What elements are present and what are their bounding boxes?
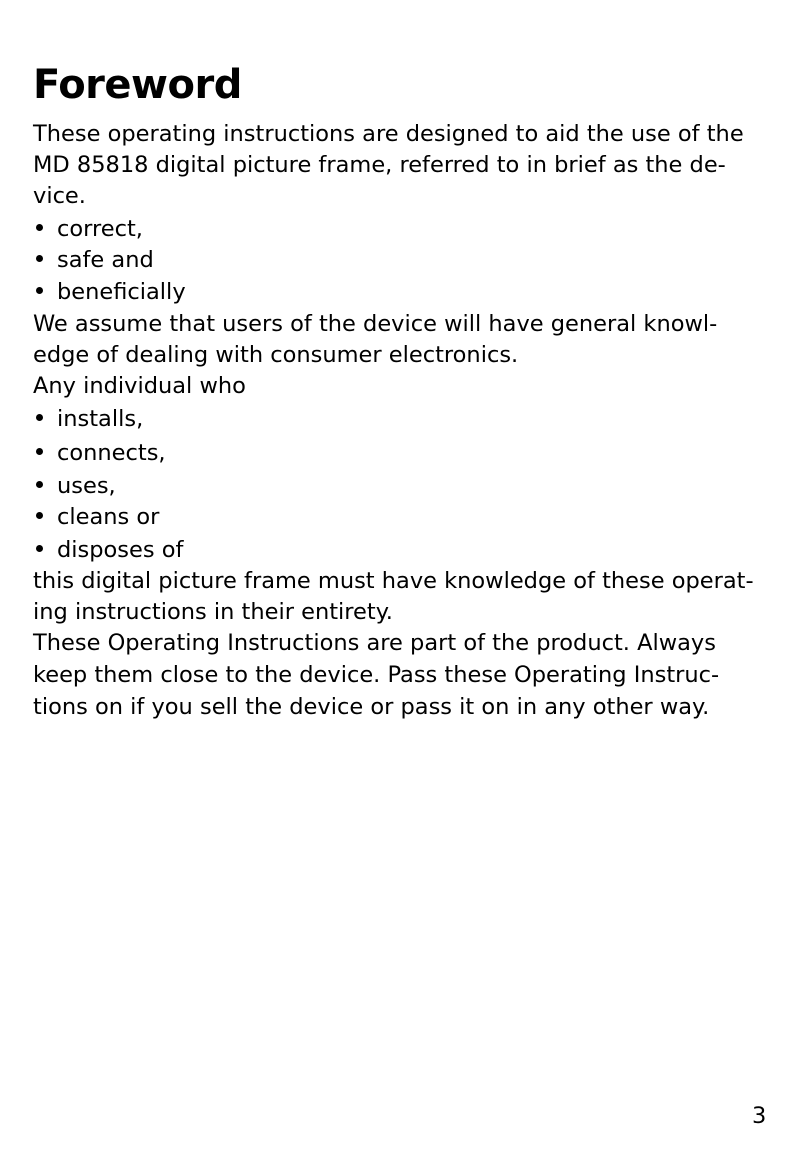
- text-line: Any individual who: [33, 373, 246, 399]
- bullet-item: [33, 214, 143, 244]
- bullet-icon: [36, 481, 43, 488]
- bullet-item: [33, 404, 143, 434]
- bullet-item: [33, 245, 154, 275]
- bullet-icon: [36, 287, 43, 294]
- bullet-icon: [36, 224, 43, 231]
- bullet-icon: [36, 448, 43, 455]
- text-line: tions on if you sell the device or pass it on in any other way.: [33, 694, 710, 720]
- bullet-icon: [36, 545, 43, 552]
- text-line: keep them close to the device. Pass these Operating Instruc-: [33, 662, 720, 688]
- bullet-text: installs,: [57, 406, 144, 432]
- text-line: MD 85818 digital picture frame, referred to in brief as the de-: [33, 152, 726, 178]
- page-title: Foreword: [33, 62, 242, 108]
- text-line: These operating instructions are designed to aid the use of the: [33, 121, 744, 147]
- text-line: These Operating Instructions are part of the product. Always: [33, 630, 716, 656]
- text-line: vice.: [33, 183, 86, 209]
- bullet-item: [33, 277, 186, 307]
- bullet-text: uses,: [57, 473, 116, 499]
- bullet-icon: [36, 512, 43, 519]
- bullet-text: safe and: [57, 247, 154, 273]
- bullet-item: [33, 438, 166, 468]
- bullet-item: [33, 535, 183, 565]
- bullet-text: disposes of: [57, 537, 184, 563]
- text-line: edge of dealing with consumer electronics.: [33, 342, 519, 368]
- bullet-text: beneficially: [57, 279, 186, 305]
- bullet-item: [33, 471, 116, 501]
- bullet-text: correct,: [57, 216, 143, 242]
- text-line: this digital picture frame must have knowledge of these operat-: [33, 568, 754, 594]
- bullet-text: cleans or: [57, 504, 160, 530]
- bullet-text: connects,: [57, 440, 166, 466]
- page-number: 3: [752, 1103, 767, 1129]
- bullet-icon: [36, 255, 43, 262]
- bullet-item: [33, 502, 159, 532]
- text-line: ing instructions in their entirety.: [33, 599, 393, 625]
- text-line: We assume that users of the device will have general knowl-: [33, 311, 718, 337]
- bullet-icon: [36, 414, 43, 421]
